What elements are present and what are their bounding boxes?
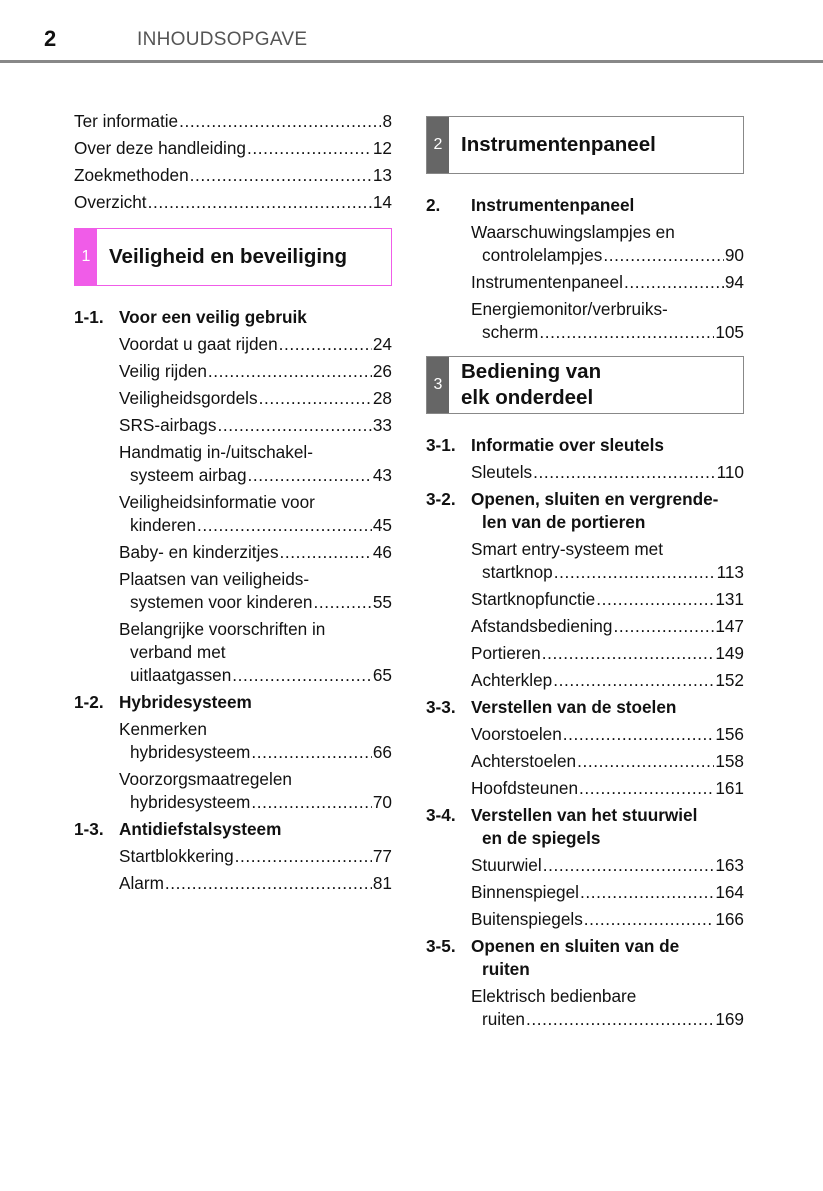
dot-leader bbox=[526, 1008, 714, 1031]
toc-entry-page: 14 bbox=[372, 192, 392, 212]
toc-entry-page: 65 bbox=[372, 665, 392, 685]
toc-entry-page: 28 bbox=[372, 388, 392, 408]
section-header-3[interactable] bbox=[426, 356, 744, 414]
chapter-heading[interactable] bbox=[74, 691, 392, 714]
toc-entry[interactable] bbox=[74, 110, 392, 133]
header-title: INHOUDSOPGAVE bbox=[137, 29, 308, 50]
dot-leader bbox=[543, 854, 715, 877]
toc-entry-title: ruiten bbox=[482, 1009, 525, 1029]
toc-entry-page: 13 bbox=[372, 165, 392, 185]
chapter-heading[interactable] bbox=[74, 306, 392, 329]
toc-entry[interactable] bbox=[471, 777, 744, 800]
toc-entry-page: 169 bbox=[715, 1009, 744, 1029]
chapter-heading[interactable] bbox=[426, 488, 744, 534]
section-number: 3 bbox=[427, 357, 449, 413]
toc-entry[interactable] bbox=[471, 298, 744, 344]
dot-leader bbox=[179, 110, 381, 133]
toc-entry-title: Voorstoelen bbox=[471, 724, 562, 744]
toc-entry-title: Afstandsbediening bbox=[471, 616, 613, 636]
toc-entry-title: Hoofdsteunen bbox=[471, 778, 579, 798]
toc-entry-title-line: Kenmerken bbox=[119, 719, 207, 739]
toc-entry-page: 26 bbox=[372, 361, 392, 381]
toc-entry-title: hybridesysteem bbox=[130, 792, 251, 812]
toc-entry-title: Buitenspiegels bbox=[471, 909, 583, 929]
header-divider bbox=[0, 60, 823, 63]
toc-entry-title: systemen voor kinderen bbox=[130, 592, 313, 612]
section-number: 2 bbox=[427, 117, 449, 173]
chapter-title: Informatie over sleutels bbox=[471, 435, 664, 455]
toc-entry-title: Portieren bbox=[471, 643, 541, 663]
section-header-1[interactable] bbox=[74, 228, 392, 286]
dot-leader bbox=[577, 750, 714, 773]
toc-entry-title: Achterstoelen bbox=[471, 751, 577, 771]
dot-leader bbox=[197, 514, 372, 537]
toc-entry-title: Binnenspiegel bbox=[471, 882, 579, 902]
toc-entry-title: Baby- en kinderzitjes bbox=[119, 542, 279, 562]
toc-entry[interactable] bbox=[119, 541, 392, 564]
toc-entry-title: scherm bbox=[482, 322, 539, 342]
toc-entry[interactable] bbox=[119, 441, 392, 487]
toc-entry-title-line: Veiligheidsinformatie voor bbox=[119, 492, 315, 512]
toc-entry-page: 131 bbox=[715, 589, 744, 609]
toc-entry-page: 70 bbox=[372, 792, 392, 812]
dot-leader bbox=[280, 541, 372, 564]
toc-entry-page: 55 bbox=[372, 592, 392, 612]
toc-entry-title: hybridesysteem bbox=[130, 742, 251, 762]
chapter-number: 3-3. bbox=[426, 697, 456, 717]
toc-left-column bbox=[74, 110, 392, 895]
toc-entry[interactable] bbox=[119, 387, 392, 410]
toc-entry-page: 77 bbox=[372, 846, 392, 866]
toc-entry-page: 46 bbox=[372, 542, 392, 562]
chapter-title-line: Verstellen van het stuurwiel bbox=[471, 805, 698, 825]
dot-leader bbox=[542, 642, 715, 665]
toc-entry[interactable] bbox=[471, 881, 744, 904]
toc-entry-title: uitlaatgassen bbox=[130, 665, 232, 685]
section-header-2[interactable] bbox=[426, 116, 744, 174]
toc-entry-title: controlelampjes bbox=[482, 245, 603, 265]
chapter-title: Verstellen van de stoelen bbox=[471, 697, 677, 717]
toc-entry[interactable] bbox=[471, 271, 744, 294]
toc-entry-title-line: Elektrisch bedienbare bbox=[471, 986, 637, 1006]
toc-entry[interactable] bbox=[119, 718, 392, 764]
toc-entry-title-line: verband met bbox=[130, 642, 226, 662]
toc-entry-title: kinderen bbox=[130, 515, 196, 535]
toc-entry-page: 105 bbox=[715, 322, 744, 342]
toc-entry-page: 147 bbox=[715, 616, 744, 636]
dot-leader bbox=[584, 908, 715, 931]
dot-leader bbox=[248, 464, 372, 487]
dot-leader bbox=[624, 271, 724, 294]
toc-entry-title-line: Waarschuwingslampjes en bbox=[471, 222, 675, 242]
toc-entry-title: Instrumentenpaneel bbox=[471, 272, 623, 292]
chapter-heading[interactable] bbox=[426, 434, 744, 457]
toc-entry[interactable] bbox=[119, 491, 392, 537]
chapter-title: Antidiefstalsysteem bbox=[119, 819, 282, 839]
dot-leader bbox=[251, 791, 372, 814]
toc-entry-page: 166 bbox=[715, 909, 744, 929]
toc-entry-title: Achterklep bbox=[471, 670, 553, 690]
dot-leader bbox=[279, 333, 372, 356]
toc-entry-title: Stuurwiel bbox=[471, 855, 542, 875]
toc-entry[interactable] bbox=[471, 854, 744, 877]
toc-entry-title: Sleutels bbox=[471, 462, 533, 482]
section-title: Instrumentenpaneel bbox=[461, 133, 656, 156]
toc-entry-page: 113 bbox=[716, 562, 744, 582]
toc-entry-title-line: Energiemonitor/verbruiks- bbox=[471, 299, 668, 319]
dot-leader bbox=[313, 591, 371, 614]
toc-entry-title: Zoekmethoden bbox=[74, 165, 189, 185]
chapter-title-line: Openen en sluiten van de bbox=[471, 936, 680, 956]
chapter-title-line: len van de portieren bbox=[482, 512, 646, 532]
toc-entry-page: 163 bbox=[715, 855, 744, 875]
chapter-number: 1-3. bbox=[74, 819, 104, 839]
toc-entry-title: Veiligheidsgordels bbox=[119, 388, 258, 408]
toc-entry[interactable] bbox=[471, 588, 744, 611]
toc-entry-page: 158 bbox=[715, 751, 744, 771]
toc-entry-title: Alarm bbox=[119, 873, 164, 893]
dot-leader bbox=[190, 164, 372, 187]
toc-entry-page: 152 bbox=[715, 670, 744, 690]
chapter-heading[interactable] bbox=[426, 935, 744, 981]
dot-leader bbox=[232, 664, 372, 687]
toc-entry[interactable] bbox=[471, 642, 744, 665]
toc-entry[interactable] bbox=[471, 985, 744, 1031]
toc-entry-title: Veilig rijden bbox=[119, 361, 207, 381]
toc-entry[interactable] bbox=[471, 538, 744, 584]
toc-entry-page: 66 bbox=[372, 742, 392, 762]
chapter-title: Instrumentenpaneel bbox=[471, 195, 635, 215]
page-header bbox=[0, 0, 823, 64]
dot-leader bbox=[580, 881, 714, 904]
toc-entry-title: Startknopfunctie bbox=[471, 589, 596, 609]
toc-entry-page: 8 bbox=[382, 111, 392, 131]
toc-entry[interactable] bbox=[471, 669, 744, 692]
toc-entry-title-line: Belangrijke voorschriften in bbox=[119, 619, 326, 639]
toc-entry-title: Overzicht bbox=[74, 192, 147, 212]
toc-entry[interactable] bbox=[471, 750, 744, 773]
toc-entry-page: 33 bbox=[372, 415, 392, 435]
chapter-number: 3-2. bbox=[426, 489, 456, 509]
toc-entry[interactable] bbox=[74, 164, 392, 187]
toc-entry[interactable] bbox=[471, 461, 744, 484]
chapter-number: 3-1. bbox=[426, 435, 456, 455]
section-number: 1 bbox=[75, 229, 97, 285]
dot-leader bbox=[603, 244, 724, 267]
chapter-title-line: ruiten bbox=[482, 959, 530, 979]
dot-leader bbox=[208, 360, 372, 383]
chapter-heading[interactable] bbox=[426, 804, 744, 850]
toc-entry-title: Ter informatie bbox=[74, 111, 179, 131]
chapter-title-line: en de spiegels bbox=[482, 828, 601, 848]
chapter-number: 3-5. bbox=[426, 936, 456, 956]
section-title-line: Bediening van bbox=[461, 360, 602, 383]
page-number: 2 bbox=[44, 26, 57, 51]
toc-entry[interactable] bbox=[119, 414, 392, 437]
chapter-number: 1-2. bbox=[74, 692, 104, 712]
dot-leader bbox=[553, 669, 714, 692]
dot-leader bbox=[235, 845, 372, 868]
toc-entry-page: 12 bbox=[372, 138, 392, 158]
toc-entry-page: 94 bbox=[724, 272, 744, 292]
dot-leader bbox=[165, 872, 372, 895]
toc-entry[interactable] bbox=[119, 618, 392, 687]
section-title bbox=[449, 357, 601, 413]
toc-entry-page: 43 bbox=[372, 465, 392, 485]
toc-entry-page: 164 bbox=[715, 882, 744, 902]
dot-leader bbox=[596, 588, 714, 611]
chapter-title bbox=[471, 488, 744, 534]
dot-leader bbox=[563, 723, 715, 746]
dot-leader bbox=[148, 191, 372, 214]
toc-right-column bbox=[426, 116, 744, 1031]
toc-entry-page: 149 bbox=[715, 643, 744, 663]
dot-leader bbox=[533, 461, 715, 484]
dot-leader bbox=[251, 741, 372, 764]
dot-leader bbox=[613, 615, 714, 638]
chapter-title: Voor een veilig gebruik bbox=[119, 307, 307, 327]
toc-entry-page: 45 bbox=[372, 515, 392, 535]
dot-leader bbox=[554, 561, 716, 584]
toc-entry-title-line: Handmatig in-/uitschakel- bbox=[119, 442, 313, 462]
chapter-title bbox=[471, 804, 744, 850]
chapter-heading[interactable] bbox=[426, 696, 744, 719]
toc-entry[interactable] bbox=[74, 191, 392, 214]
toc-entry-page: 156 bbox=[715, 724, 744, 744]
chapter-heading[interactable] bbox=[74, 818, 392, 841]
dot-leader bbox=[259, 387, 372, 410]
toc-entry[interactable] bbox=[119, 360, 392, 383]
chapter-number: 2. bbox=[426, 195, 441, 215]
toc-entry[interactable] bbox=[74, 137, 392, 160]
toc-entry-page: 81 bbox=[372, 873, 392, 893]
chapter-number: 1-1. bbox=[74, 307, 104, 327]
toc-entry-page: 161 bbox=[715, 778, 744, 798]
toc-entry-page: 24 bbox=[372, 334, 392, 354]
section-title-line: elk onderdeel bbox=[461, 386, 594, 409]
toc-entry-title: Startblokkering bbox=[119, 846, 234, 866]
toc-entry-title: Over deze handleiding bbox=[74, 138, 246, 158]
toc-entry[interactable] bbox=[471, 615, 744, 638]
toc-entry-title: startknop bbox=[482, 562, 553, 582]
toc-entry-title-line: Voorzorgsmaatregelen bbox=[119, 769, 292, 789]
toc-entry[interactable] bbox=[119, 845, 392, 868]
toc-entry-title-line: Plaatsen van veiligheids- bbox=[119, 569, 310, 589]
toc-entry-title: SRS-airbags bbox=[119, 415, 217, 435]
dot-leader bbox=[579, 777, 714, 800]
toc-entry[interactable] bbox=[119, 872, 392, 895]
toc-entry[interactable] bbox=[471, 908, 744, 931]
toc-entry[interactable] bbox=[471, 723, 744, 746]
toc-entry-title-line: Smart entry-systeem met bbox=[471, 539, 663, 559]
toc-entry-title: Voordat u gaat rijden bbox=[119, 334, 278, 354]
chapter-title bbox=[471, 935, 744, 981]
chapter-title: Hybridesysteem bbox=[119, 692, 252, 712]
section-title: Veiligheid en beveiliging bbox=[109, 245, 348, 268]
toc-entry-page: 90 bbox=[724, 245, 744, 265]
toc-entry[interactable] bbox=[119, 568, 392, 614]
chapter-number: 3-4. bbox=[426, 805, 456, 825]
toc-entry-title: systeem airbag bbox=[130, 465, 247, 485]
toc-entry-page: 110 bbox=[716, 462, 744, 482]
toc-entry[interactable] bbox=[119, 333, 392, 356]
dot-leader bbox=[217, 414, 371, 437]
dot-leader bbox=[539, 321, 714, 344]
toc-entry[interactable] bbox=[119, 768, 392, 814]
chapter-heading[interactable] bbox=[426, 194, 744, 217]
dot-leader bbox=[247, 137, 372, 160]
chapter-title-line: Openen, sluiten en vergrende- bbox=[471, 489, 719, 509]
toc-entry[interactable] bbox=[471, 221, 744, 267]
